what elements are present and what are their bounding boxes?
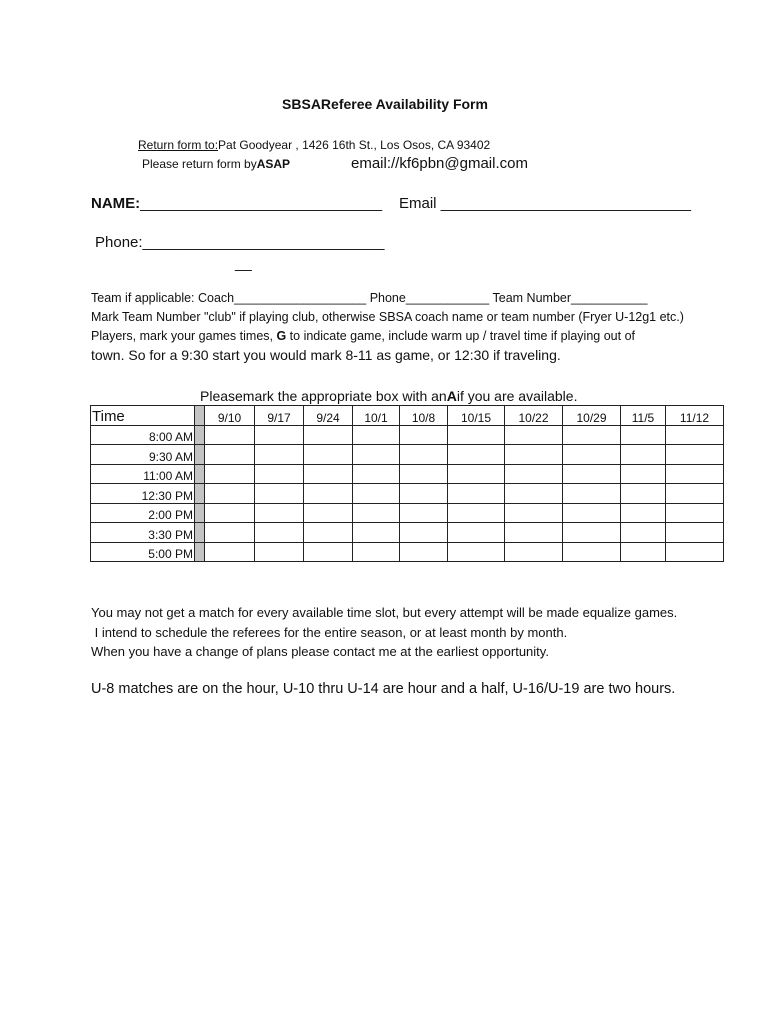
availability-cell[interactable] xyxy=(205,425,255,445)
separator-cell xyxy=(195,425,205,445)
time-label: 5:00 PM xyxy=(91,542,195,562)
time-label: 3:30 PM xyxy=(91,523,195,543)
player-instructions xyxy=(91,329,635,343)
availability-cell[interactable] xyxy=(400,542,448,562)
phone-field[interactable] xyxy=(95,234,384,251)
caption-mark: A xyxy=(446,388,457,404)
availability-cell[interactable] xyxy=(666,464,724,484)
availability-cell[interactable] xyxy=(448,484,505,504)
availability-cell[interactable] xyxy=(448,503,505,523)
availability-cell[interactable] xyxy=(505,425,563,445)
time-label: 11:00 AM xyxy=(91,464,195,484)
time-row xyxy=(91,523,724,543)
availability-cell[interactable] xyxy=(304,484,353,504)
availability-cell[interactable] xyxy=(205,503,255,523)
player-instructions-c: to indicate game, include warm up / travel time if playing out of xyxy=(286,329,635,343)
email-blank: ______________________________ xyxy=(440,195,691,212)
table-header-row xyxy=(91,406,724,426)
availability-cell[interactable] xyxy=(448,523,505,543)
separator-cell xyxy=(195,445,205,465)
separator-cell xyxy=(195,542,205,562)
phone-blank: _____________________________ xyxy=(142,234,385,251)
time-row xyxy=(91,464,724,484)
availability-cell[interactable] xyxy=(255,425,304,445)
email-field[interactable] xyxy=(399,195,691,212)
form-title: SBSAReferee Availability Form xyxy=(282,96,488,112)
availability-cell[interactable] xyxy=(666,425,724,445)
time-label: 8:00 AM xyxy=(91,425,195,445)
availability-cell[interactable] xyxy=(448,464,505,484)
availability-cell[interactable] xyxy=(304,523,353,543)
time-label: 12:30 PM xyxy=(91,484,195,504)
availability-cell[interactable] xyxy=(505,542,563,562)
game-mark: G xyxy=(276,329,287,343)
date-header: 10/22 xyxy=(505,406,563,426)
availability-cell[interactable] xyxy=(255,484,304,504)
availability-cell[interactable] xyxy=(563,464,621,484)
availability-cell[interactable] xyxy=(304,542,353,562)
availability-cell[interactable] xyxy=(400,484,448,504)
phone-label: Phone: xyxy=(95,234,143,251)
name-field[interactable] xyxy=(91,195,382,212)
example-instructions: town. So for a 9:30 start you would mark 8-11 as game, or 12:30 if traveling. xyxy=(91,347,561,363)
availability-cell[interactable] xyxy=(353,542,400,562)
availability-cell[interactable] xyxy=(621,464,666,484)
availability-cell[interactable] xyxy=(505,484,563,504)
availability-cell[interactable] xyxy=(255,523,304,543)
name-blank: _____________________________ xyxy=(140,195,383,212)
caption-post: if you are available. xyxy=(456,388,578,404)
player-instructions-a: Players, mark your games times, xyxy=(91,329,277,343)
time-row xyxy=(91,484,724,504)
deadline-text: Please return form by xyxy=(142,157,257,171)
availability-cell[interactable] xyxy=(666,503,724,523)
availability-cell[interactable] xyxy=(448,425,505,445)
availability-cell[interactable] xyxy=(205,542,255,562)
availability-cell[interactable] xyxy=(400,445,448,465)
availability-cell[interactable] xyxy=(255,503,304,523)
deadline-value: ASAP xyxy=(256,157,291,171)
caption-pre: Pleasemark the appropriate box with an xyxy=(200,388,447,404)
stray-underline: __ xyxy=(235,255,252,272)
availability-cell[interactable] xyxy=(563,523,621,543)
availability-cell[interactable] xyxy=(400,425,448,445)
time-row xyxy=(91,445,724,465)
return-line xyxy=(138,138,490,152)
availability-cell[interactable] xyxy=(205,464,255,484)
separator-cell xyxy=(195,484,205,504)
note-line-1: You may not get a match for every available time slot, but every attempt will be made equalize games. xyxy=(91,605,678,620)
separator-cell xyxy=(195,523,205,543)
availability-cell[interactable] xyxy=(255,542,304,562)
availability-cell[interactable] xyxy=(353,484,400,504)
availability-cell[interactable] xyxy=(255,464,304,484)
availability-table xyxy=(90,405,724,562)
date-header: 9/17 xyxy=(255,406,304,426)
note-line-3: When you have a change of plans please contact me at the earliest opportunity. xyxy=(91,644,549,659)
availability-cell[interactable] xyxy=(505,523,563,543)
availability-cell[interactable] xyxy=(400,503,448,523)
availability-cell[interactable] xyxy=(448,542,505,562)
availability-cell[interactable] xyxy=(304,445,353,465)
date-header: 10/1 xyxy=(353,406,400,426)
time-label: 2:00 PM xyxy=(91,503,195,523)
availability-cell[interactable] xyxy=(353,425,400,445)
time-header: Time xyxy=(91,406,195,426)
date-header: 11/12 xyxy=(666,406,724,426)
availability-cell[interactable] xyxy=(666,484,724,504)
return-address: Pat Goodyear , 1426 16th St., Los Osos, CA 93402 xyxy=(218,138,491,152)
availability-cell[interactable] xyxy=(666,542,724,562)
time-label: 9:30 AM xyxy=(91,445,195,465)
time-row xyxy=(91,503,724,523)
time-row xyxy=(91,425,724,445)
availability-cell[interactable] xyxy=(505,464,563,484)
contact-email: email://kf6pbn@gmail.com xyxy=(351,155,528,172)
note-line-2: I intend to schedule the referees for the entire season, or at least month by month. xyxy=(91,625,568,640)
availability-cell[interactable] xyxy=(205,484,255,504)
date-header: 9/24 xyxy=(304,406,353,426)
date-header: 10/8 xyxy=(400,406,448,426)
availability-cell[interactable] xyxy=(563,542,621,562)
availability-cell[interactable] xyxy=(621,523,666,543)
availability-cell[interactable] xyxy=(621,503,666,523)
availability-cell[interactable] xyxy=(205,523,255,543)
availability-cell[interactable] xyxy=(505,503,563,523)
return-label: Return form to: xyxy=(138,138,219,152)
availability-cell[interactable] xyxy=(255,445,304,465)
availability-cell[interactable] xyxy=(621,445,666,465)
availability-cell[interactable] xyxy=(400,523,448,543)
availability-cell[interactable] xyxy=(353,445,400,465)
match-lengths: U-8 matches are on the hour, U-10 thru U-14 are hour and a half, U-16/U-19 are two hours. xyxy=(91,681,676,697)
availability-cell[interactable] xyxy=(563,425,621,445)
availability-cell[interactable] xyxy=(563,503,621,523)
date-header: 9/10 xyxy=(205,406,255,426)
team-number-instructions: Mark Team Number "club" if playing club, otherwise SBSA coach name or team number (Fryer U-12g1 etc.) xyxy=(91,310,684,324)
email-label: Email xyxy=(399,195,437,212)
availability-cell[interactable] xyxy=(304,503,353,523)
availability-cell[interactable] xyxy=(205,445,255,465)
availability-cell[interactable] xyxy=(666,523,724,543)
availability-cell[interactable] xyxy=(621,425,666,445)
name-label: NAME: xyxy=(91,195,141,212)
availability-cell[interactable] xyxy=(400,464,448,484)
deadline-line xyxy=(142,157,290,171)
availability-cell[interactable] xyxy=(666,445,724,465)
team-info-line: Team if applicable: Coach___________________ Phone____________ Team Number___________ xyxy=(91,291,648,305)
table-caption xyxy=(200,388,577,404)
availability-cell[interactable] xyxy=(304,464,353,484)
availability-cell[interactable] xyxy=(563,484,621,504)
time-row xyxy=(91,542,724,562)
separator-cell xyxy=(195,406,205,426)
availability-cell[interactable] xyxy=(621,484,666,504)
availability-cell[interactable] xyxy=(563,445,621,465)
availability-cell[interactable] xyxy=(448,445,505,465)
availability-cell[interactable] xyxy=(505,445,563,465)
date-header: 11/5 xyxy=(621,406,666,426)
availability-cell[interactable] xyxy=(304,425,353,445)
date-header: 10/15 xyxy=(448,406,505,426)
availability-cell[interactable] xyxy=(621,542,666,562)
separator-cell xyxy=(195,464,205,484)
date-header: 10/29 xyxy=(563,406,621,426)
availability-cell[interactable] xyxy=(353,523,400,543)
separator-cell xyxy=(195,503,205,523)
availability-cell[interactable] xyxy=(353,464,400,484)
availability-cell[interactable] xyxy=(353,503,400,523)
